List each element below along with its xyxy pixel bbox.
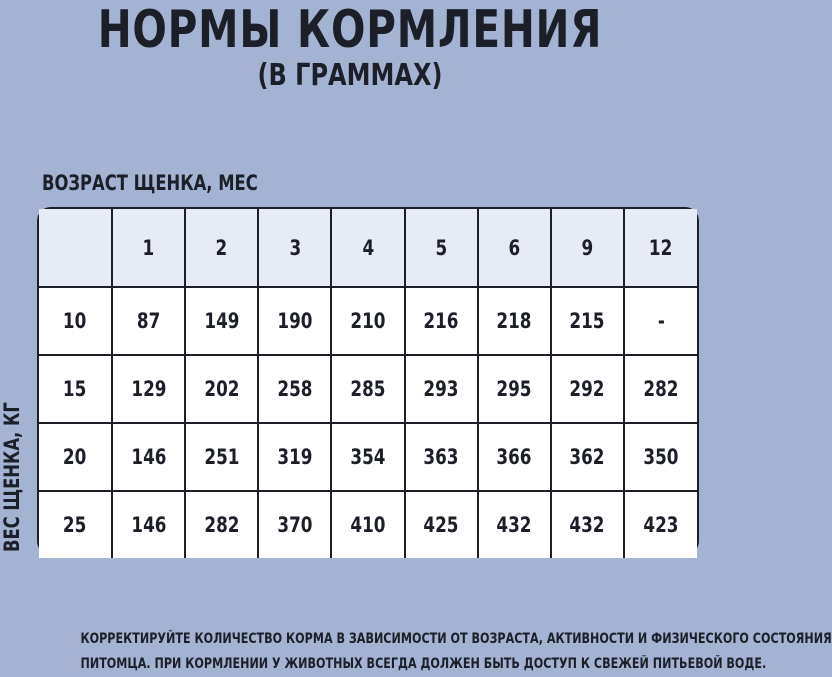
table-cell	[405, 491, 478, 558]
table-cell-text: 354	[350, 445, 386, 469]
table-cell-text: 432	[496, 513, 532, 537]
table-cell-text: 363	[423, 445, 459, 469]
header-cell	[405, 209, 478, 287]
table-cell	[185, 423, 258, 491]
table-cell-text: 370	[277, 513, 313, 537]
header-cell	[624, 209, 697, 287]
table-cell-text: 292	[569, 377, 605, 401]
weight-cell	[39, 491, 112, 558]
header-cell-text: 1	[142, 235, 155, 260]
table-cell	[331, 287, 404, 355]
header-cell	[478, 209, 551, 287]
table-cell-text: 202	[204, 377, 240, 401]
header-cell	[331, 209, 404, 287]
note-line-2: ПИТОМЦА. ПРИ КОРМЛЕНИИ У ЖИВОТНЫХ ВСЕГДА ДОЛЖЕН БЫТЬ ДОСТУП К СВЕЖЕЙ ПИТЬЕВОЙ ВОДЕ.	[80, 656, 767, 672]
note-line-1: КОРРЕКТИРУЙТЕ КОЛИЧЕСТВО КОРМА В ЗАВИСИМОСТИ ОТ ВОЗРАСТА, АКТИВНОСТИ И ФИЗИЧЕСКОГО СОСТОЯНИЯ	[80, 631, 832, 647]
table-cell	[624, 287, 697, 355]
table-cell	[185, 491, 258, 558]
table-cell-text: 423	[643, 513, 679, 537]
table-cell	[405, 355, 478, 423]
table-cell	[112, 355, 185, 423]
table-cell	[258, 423, 331, 491]
feeding-table	[37, 207, 699, 555]
table-row	[39, 423, 697, 491]
table-cell	[478, 423, 551, 491]
table-cell	[624, 491, 697, 558]
table-cell-text: 293	[423, 377, 459, 401]
weight-cell-text: 20	[63, 445, 87, 469]
table-cell	[258, 355, 331, 423]
table-row	[39, 491, 697, 558]
table-row	[39, 287, 697, 355]
table-cell	[258, 491, 331, 558]
table-cell-text: 190	[277, 309, 313, 333]
table-cell-text: 410	[350, 513, 386, 537]
table-cell-text: 146	[131, 445, 167, 469]
weight-cell	[39, 423, 112, 491]
table-cell	[112, 491, 185, 558]
table-cell	[405, 287, 478, 355]
table-cell	[331, 491, 404, 558]
table-cell	[258, 287, 331, 355]
weight-cell-text: 10	[63, 309, 87, 333]
table-cell-text: 350	[643, 445, 679, 469]
table-cell	[112, 287, 185, 355]
table-cell	[405, 423, 478, 491]
header-cell-text: 2	[215, 235, 228, 260]
table-cell	[185, 355, 258, 423]
age-axis-label: ВОЗРАСТ ЩЕНКА, МЕС	[42, 171, 258, 195]
page-title: НОРМЫ КОРМЛЕНИЯ	[97, 0, 603, 60]
header-cell	[39, 209, 112, 287]
table-cell-text: 129	[131, 377, 167, 401]
header-cell-text: 6	[508, 235, 521, 260]
table-cell	[624, 355, 697, 423]
table-cell-text: 366	[496, 445, 532, 469]
table-cell-text: 258	[277, 377, 313, 401]
header-cell-text: 9	[581, 235, 594, 260]
table-cell	[112, 423, 185, 491]
table-cell	[478, 355, 551, 423]
table-cell-text: 282	[204, 513, 240, 537]
table-cell-text: 87	[136, 309, 161, 333]
table-header-row	[39, 209, 697, 287]
table-cell	[551, 491, 624, 558]
table-cell-text: 251	[204, 445, 240, 469]
table-cell-text: -	[657, 309, 665, 333]
table-cell-text: 215	[569, 309, 605, 333]
table-cell	[331, 355, 404, 423]
header-cell	[185, 209, 258, 287]
table-cell-text: 218	[496, 309, 532, 333]
table-cell-text: 149	[204, 309, 240, 333]
table-row	[39, 355, 697, 423]
header-cell-text: 4	[362, 235, 374, 260]
table-cell-text: 282	[643, 377, 679, 401]
page-subtitle: (В ГРАММАХ)	[257, 58, 443, 93]
weight-cell	[39, 355, 112, 423]
table-cell	[551, 355, 624, 423]
header-cell-text: 12	[649, 235, 673, 260]
table-cell-text: 425	[423, 513, 459, 537]
table-cell	[624, 423, 697, 491]
table-cell-text: 432	[569, 513, 605, 537]
header-cell	[258, 209, 331, 287]
weight-cell	[39, 287, 112, 355]
weight-cell-text: 15	[63, 377, 87, 401]
header-cell	[551, 209, 624, 287]
weight-cell-text: 25	[63, 513, 87, 537]
header-cell-text: 5	[435, 235, 447, 260]
header-cell-text: 3	[289, 235, 301, 260]
table-cell-text: 216	[423, 309, 459, 333]
table-cell-text: 146	[131, 513, 167, 537]
header-cell	[112, 209, 185, 287]
table-cell	[478, 491, 551, 558]
table-cell	[478, 287, 551, 355]
feeding-table-body	[39, 209, 697, 558]
table-cell-text: 210	[350, 309, 386, 333]
table-cell	[185, 287, 258, 355]
table-cell	[331, 423, 404, 491]
table-cell-text: 285	[350, 377, 386, 401]
weight-axis-label: ВЕС ЩЕНКА, КГ	[0, 402, 24, 552]
table-cell	[551, 287, 624, 355]
table-cell-text: 295	[496, 377, 532, 401]
table-cell-text: 362	[569, 445, 605, 469]
table-cell-text: 319	[277, 445, 313, 469]
table-cell	[551, 423, 624, 491]
